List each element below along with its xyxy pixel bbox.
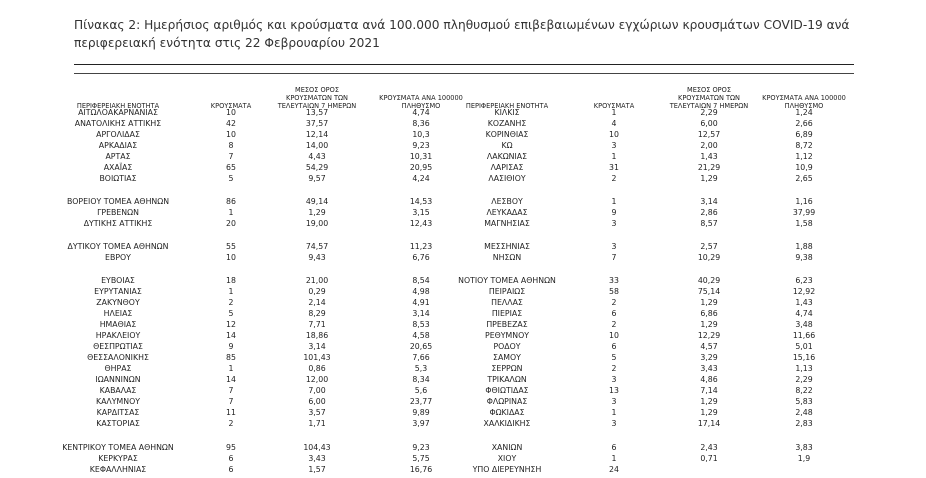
row-cases-value: 6	[611, 309, 617, 318]
row-per100k-value: 11,66	[792, 331, 816, 340]
row-cases-value: 55	[226, 242, 236, 251]
row-avg7-value: 10,29	[697, 253, 721, 262]
row-per100k-value: 10,31	[409, 152, 433, 161]
row-avg7-value: 8,29	[308, 309, 326, 318]
row-cases-value: 24	[609, 465, 619, 474]
row-region-name: ΧΑΝΙΩΝ	[491, 443, 523, 452]
row-per100k-value: 4,74	[412, 108, 430, 117]
row-region-name: ΛΑΡΙΣΑΣ	[490, 163, 524, 172]
row-per100k-value: 37,99	[792, 208, 816, 217]
row-region-name: ΝΟΤΙΟΥ ΤΟΜΕΑ ΑΘΗΝΩΝ	[458, 276, 556, 285]
row-avg7-value: 6,00	[700, 119, 718, 128]
row-avg7-value: 2,14	[308, 298, 326, 307]
row-region-name: ΚΙΛΚΙΣ	[494, 108, 520, 117]
row-per100k-value: 7,66	[412, 353, 430, 362]
row-cases-value: 6	[228, 465, 234, 474]
row-per100k-value: 1,43	[795, 298, 813, 307]
row-avg7-value: 2,57	[700, 242, 718, 251]
row-avg7-value: 2,43	[700, 443, 718, 452]
row-cases-value: 85	[226, 353, 236, 362]
row-region-name: ΜΑΓΝΗΣΙΑΣ	[484, 219, 530, 228]
row-avg7-value: 3,43	[308, 454, 326, 463]
row-region-name: ΛΕΣΒΟΥ	[491, 197, 523, 206]
row-region-name: ΗΛΕΙΑΣ	[103, 309, 133, 318]
row-cases-value: 6	[228, 454, 234, 463]
row-cases-value: 3	[611, 375, 617, 384]
row-avg7-value: 19,00	[305, 219, 329, 228]
row-region-name: ΤΡΙΚΑΛΩΝ	[487, 375, 527, 384]
row-cases-value: 10	[226, 253, 236, 262]
row-per100k-value: 11,23	[409, 242, 433, 251]
row-cases-value: 11	[226, 408, 236, 417]
row-region-name: ΗΜΑΘΙΑΣ	[99, 320, 137, 329]
row-per100k-value: 8,22	[795, 386, 813, 395]
row-region-name: ΛΕΥΚΑΔΑΣ	[486, 208, 528, 217]
row-per100k-value: 5,01	[795, 342, 813, 351]
row-cases-value: 7	[228, 397, 234, 406]
top-rule	[74, 64, 854, 65]
row-avg7-value: 1,29	[700, 320, 718, 329]
row-cases-value: 2	[611, 364, 617, 373]
row-avg7-value: 3,57	[308, 408, 326, 417]
row-avg7-value: 17,14	[697, 419, 721, 428]
row-cases-value: 8	[228, 141, 234, 150]
row-cases-value: 10	[226, 108, 236, 117]
row-region-name: ΠΕΙΡΑΙΩΣ	[488, 287, 526, 296]
row-region-name: ΚΕΝΤΡΙΚΟΥ ΤΟΜΕΑ ΑΘΗΝΩΝ	[62, 443, 174, 452]
row-region-name: ΒΟΙΩΤΙΑΣ	[99, 174, 137, 183]
row-avg7-value: 37,57	[305, 119, 329, 128]
row-cases-value: 20	[226, 219, 236, 228]
row-region-name: ΑΡΓΟΛΙΔΑΣ	[96, 130, 140, 139]
row-cases-value: 1	[611, 197, 617, 206]
header-per100k: ΚΡΟΥΣΜΑΤΑ ΑΝΑ 100000 ΠΛΗΘΥΣΜΟ	[379, 94, 463, 110]
row-avg7-value: 9,57	[308, 174, 326, 183]
row-cases-value: 3	[611, 397, 617, 406]
row-cases-value: 1	[611, 408, 617, 417]
row-region-name: ΥΠΟ ΔΙΕΡΕΥΝΗΣΗ	[472, 465, 542, 474]
row-region-name: ΑΙΤΩΛΟΑΚΑΡΝΑΝΙΑΣ	[78, 108, 158, 117]
row-cases-value: 33	[609, 276, 619, 285]
row-cases-value: 18	[226, 276, 236, 285]
row-avg7-value: 12,00	[305, 375, 329, 384]
row-per100k-value: 3,83	[795, 443, 813, 452]
row-per100k-value: 12,43	[409, 219, 433, 228]
row-avg7-value: 1,71	[308, 419, 326, 428]
row-cases-value: 42	[226, 119, 236, 128]
row-region-name: ΣΑΜΟΥ	[493, 353, 521, 362]
row-region-name: ΚΕΦΑΛΛΗΝΙΑΣ	[89, 465, 147, 474]
row-cases-value: 2	[611, 174, 617, 183]
row-cases-value: 10	[226, 130, 236, 139]
row-region-name: ΗΡΑΚΛΕΙΟΥ	[95, 331, 141, 340]
row-avg7-value: 104,43	[303, 443, 331, 452]
row-per100k-value: 2,83	[795, 419, 813, 428]
row-avg7-value: 7,14	[700, 386, 718, 395]
row-cases-value: 9	[228, 342, 234, 351]
row-region-name: ΕΥΡΥΤΑΝΙΑΣ	[94, 287, 142, 296]
row-region-name: ΡΕΘΥΜΝΟΥ	[485, 331, 529, 340]
row-cases-value: 5	[228, 174, 234, 183]
row-avg7-value: 2,00	[700, 141, 718, 150]
row-per100k-value: 10,3	[412, 130, 430, 139]
row-per100k-value: 2,48	[795, 408, 813, 417]
row-cases-value: 9	[611, 208, 617, 217]
row-avg7-value: 1,29	[700, 298, 718, 307]
row-per100k-value: 1,24	[795, 108, 813, 117]
row-per100k-value: 2,29	[795, 375, 813, 384]
row-region-name: ΝΗΣΩΝ	[492, 253, 522, 262]
row-cases-value: 7	[611, 253, 617, 262]
row-cases-value: 2	[611, 298, 617, 307]
row-avg7-value: 21,29	[697, 163, 721, 172]
row-region-name: ΧΑΛΚΙΔΙΚΗΣ	[483, 419, 531, 428]
row-per100k-value: 1,16	[795, 197, 813, 206]
row-avg7-value: 1,29	[700, 174, 718, 183]
row-avg7-value: 18,86	[305, 331, 329, 340]
row-region-name: ΣΕΡΡΩΝ	[491, 364, 523, 373]
row-per100k-value: 8,34	[412, 375, 430, 384]
row-region-name: ΚΑΡΔΙΤΣΑΣ	[96, 408, 140, 417]
row-avg7-value: 14,00	[305, 141, 329, 150]
row-cases-value: 6	[611, 342, 617, 351]
row-per100k-value: 4,58	[412, 331, 430, 340]
row-cases-value: 10	[609, 331, 619, 340]
row-avg7-value: 3,29	[700, 353, 718, 362]
row-cases-value: 2	[228, 419, 234, 428]
row-region-name: ΖΑΚΥΝΘΟΥ	[96, 298, 140, 307]
row-avg7-value: 7,00	[308, 386, 326, 395]
row-cases-value: 2	[611, 320, 617, 329]
row-cases-value: 7	[228, 386, 234, 395]
row-region-name: ΚΟΖΑΝΗΣ	[487, 119, 527, 128]
row-region-name: ΒΟΡΕΙΟΥ ΤΟΜΕΑ ΑΘΗΝΩΝ	[66, 197, 170, 206]
row-avg7-value: 6,86	[700, 309, 718, 318]
row-avg7-value: 0,29	[308, 287, 326, 296]
row-avg7-value: 101,43	[303, 353, 331, 362]
row-per100k-value: 16,76	[409, 465, 433, 474]
row-cases-value: 1	[611, 108, 617, 117]
row-per100k-value: 3,48	[795, 320, 813, 329]
header-cases: ΚΡΟΥΣΜΑΤΑ	[593, 102, 635, 110]
row-per100k-value: 12,92	[792, 287, 816, 296]
row-region-name: ΔΥΤΙΚΟΥ ΤΟΜΕΑ ΑΘΗΝΩΝ	[67, 242, 169, 251]
row-cases-value: 6	[611, 443, 617, 452]
row-cases-value: 1	[611, 454, 617, 463]
row-cases-value: 95	[226, 443, 236, 452]
row-avg7-value: 0,71	[700, 454, 718, 463]
row-per100k-value: 15,16	[792, 353, 816, 362]
row-region-name: ΑΡΚΑΔΙΑΣ	[98, 141, 138, 150]
row-cases-value: 7	[228, 152, 234, 161]
row-region-name: ΠΕΛΛΑΣ	[491, 298, 523, 307]
row-cases-value: 3	[611, 242, 617, 251]
row-per100k-value: 23,77	[409, 397, 433, 406]
header-cases: ΚΡΟΥΣΜΑΤΑ	[210, 102, 252, 110]
row-cases-value: 1	[611, 152, 617, 161]
row-avg7-value: 2,29	[700, 108, 718, 117]
row-avg7-value: 1,43	[700, 152, 718, 161]
row-cases-value: 13	[609, 386, 619, 395]
row-region-name: ΔΥΤΙΚΗΣ ΑΤΤΙΚΗΣ	[83, 219, 153, 228]
row-avg7-value: 4,57	[700, 342, 718, 351]
row-avg7-value: 1,57	[308, 465, 326, 474]
row-avg7-value: 3,14	[700, 197, 718, 206]
row-region-name: ΚΑΣΤΟΡΙΑΣ	[96, 419, 140, 428]
row-avg7-value: 13,57	[305, 108, 329, 117]
row-avg7-value: 2,86	[700, 208, 718, 217]
row-region-name: ΦΛΩΡΙΝΑΣ	[486, 397, 528, 406]
row-per100k-value: 1,58	[795, 219, 813, 228]
row-per100k-value: 6,23	[795, 276, 813, 285]
row-cases-value: 2	[228, 298, 234, 307]
header-region: ΠΕΡΙΦΕΡΕΙΑΚΗ ΕΝΟΤΗΤΑ	[76, 102, 160, 110]
row-region-name: ΚΩ	[501, 141, 513, 150]
header-avg7: ΜΕΣΟΣ ΟΡΟΣ ΚΡΟΥΣΜΑΤΩΝ ΤΩΝ ΤΕΛΕΥΤΑΙΩΝ 7 ΗΜΕΡΩΝ	[669, 86, 749, 110]
row-avg7-value: 4,86	[700, 375, 718, 384]
row-cases-value: 58	[609, 287, 619, 296]
row-region-name: ΓΡΕΒΕΝΩΝ	[97, 208, 139, 217]
row-avg7-value: 3,43	[700, 364, 718, 373]
row-per100k-value: 9,38	[795, 253, 813, 262]
row-region-name: ΛΑΣΙΘΙΟΥ	[488, 174, 526, 183]
row-avg7-value: 4,43	[308, 152, 326, 161]
row-per100k-value: 8,72	[795, 141, 813, 150]
row-cases-value: 14	[226, 331, 236, 340]
row-per100k-value: 5,75	[412, 454, 430, 463]
row-region-name: ΑΝΑΤΟΛΙΚΗΣ ΑΤΤΙΚΗΣ	[74, 119, 162, 128]
header-region: ΠΕΡΙΦΕΡΕΙΑΚΗ ΕΝΟΤΗΤΑ	[465, 102, 549, 110]
row-avg7-value: 1,29	[700, 397, 718, 406]
row-per100k-value: 9,89	[412, 408, 430, 417]
row-avg7-value: 8,57	[700, 219, 718, 228]
row-per100k-value: 5,6	[414, 386, 428, 395]
row-region-name: ΠΙΕΡΙΑΣ	[491, 309, 523, 318]
row-avg7-value: 40,29	[697, 276, 721, 285]
row-per100k-value: 4,91	[412, 298, 430, 307]
row-avg7-value: 6,00	[308, 397, 326, 406]
row-avg7-value: 9,43	[308, 253, 326, 262]
row-region-name: ΘΕΣΠΡΩΤΙΑΣ	[93, 342, 143, 351]
row-region-name: ΛΑΚΩΝΙΑΣ	[486, 152, 528, 161]
row-avg7-value: 1,29	[308, 208, 326, 217]
row-region-name: ΙΩΑΝΝΙΝΩΝ	[95, 375, 141, 384]
row-avg7-value: 1,29	[700, 408, 718, 417]
row-cases-value: 86	[226, 197, 236, 206]
row-cases-value: 1	[228, 287, 234, 296]
row-cases-value: 1	[228, 364, 234, 373]
row-avg7-value: 54,29	[305, 163, 329, 172]
row-per100k-value: 3,97	[412, 419, 430, 428]
row-cases-value: 10	[609, 130, 619, 139]
row-cases-value: 3	[611, 219, 617, 228]
row-region-name: ΘΕΣΣΑΛΟΝΙΚΗΣ	[87, 353, 149, 362]
row-per100k-value: 9,23	[412, 141, 430, 150]
row-region-name: ΕΒΡΟΥ	[105, 253, 131, 262]
row-cases-value: 5	[228, 309, 234, 318]
row-per100k-value: 1,88	[795, 242, 813, 251]
row-per100k-value: 3,14	[412, 309, 430, 318]
row-avg7-value: 12,29	[697, 331, 721, 340]
row-region-name: ΚΑΒΑΛΑΣ	[99, 386, 137, 395]
row-per100k-value: 4,98	[412, 287, 430, 296]
row-per100k-value: 20,95	[409, 163, 433, 172]
row-cases-value: 12	[226, 320, 236, 329]
header-rule	[74, 73, 854, 74]
row-per100k-value: 20,65	[409, 342, 433, 351]
row-avg7-value: 7,71	[308, 320, 326, 329]
row-per100k-value: 5,3	[414, 364, 428, 373]
row-cases-value: 31	[609, 163, 619, 172]
row-region-name: ΦΩΚΙΔΑΣ	[489, 408, 525, 417]
row-avg7-value: 74,57	[305, 242, 329, 251]
row-cases-value: 5	[611, 353, 617, 362]
header-avg7: ΜΕΣΟΣ ΟΡΟΣ ΚΡΟΥΣΜΑΤΩΝ ΤΩΝ ΤΕΛΕΥΤΑΙΩΝ 7 ΗΜΕΡΩΝ	[277, 86, 357, 110]
row-per100k-value: 10,9	[795, 163, 813, 172]
row-cases-value: 1	[228, 208, 234, 217]
row-region-name: ΚΟΡΙΝΘΙΑΣ	[485, 130, 529, 139]
row-region-name: ΑΡΤΑΣ	[105, 152, 131, 161]
row-per100k-value: 4,24	[412, 174, 430, 183]
row-avg7-value: 3,14	[308, 342, 326, 351]
row-avg7-value: 75,14	[697, 287, 721, 296]
row-per100k-value: 3,15	[412, 208, 430, 217]
row-per100k-value: 2,65	[795, 174, 813, 183]
row-region-name: ΘΗΡΑΣ	[104, 364, 132, 373]
row-per100k-value: 6,76	[412, 253, 430, 262]
row-cases-value: 4	[611, 119, 617, 128]
row-region-name: ΚΕΡΚΥΡΑΣ	[98, 454, 138, 463]
row-per100k-value: 8,53	[412, 320, 430, 329]
row-region-name: ΕΥΒΟΙΑΣ	[101, 276, 135, 285]
row-avg7-value: 0,86	[308, 364, 326, 373]
row-cases-value: 14	[226, 375, 236, 384]
row-avg7-value: 49,14	[305, 197, 329, 206]
table-caption: Πίνακας 2: Ημερήσιος αριθμός και κρούσματα ανά 100.000 πληθυσμού επιβεβαιωμένων εγχώριων κρουσμάτων COVID-19 ανά περιφερειακή ενότητα στις 22 Φεβρουαρίου 2021	[74, 18, 850, 50]
row-per100k-value: 14,53	[409, 197, 433, 206]
row-per100k-value: 8,36	[412, 119, 430, 128]
row-region-name: ΦΘΙΩΤΙΔΑΣ	[485, 386, 529, 395]
row-cases-value: 3	[611, 141, 617, 150]
row-region-name: ΑΧΑΪΑΣ	[103, 163, 133, 172]
row-per100k-value: 1,12	[795, 152, 813, 161]
row-per100k-value: 9,23	[412, 443, 430, 452]
row-region-name: ΜΕΣΣΗΝΙΑΣ	[484, 242, 530, 251]
row-avg7-value: 12,14	[305, 130, 329, 139]
row-region-name: ΧΙΟΥ	[497, 454, 517, 463]
row-avg7-value: 12,57	[697, 130, 721, 139]
row-per100k-value: 8,54	[412, 276, 430, 285]
row-per100k-value: 2,66	[795, 119, 813, 128]
row-cases-value: 3	[611, 419, 617, 428]
row-region-name: ΚΑΛΥΜΝΟΥ	[95, 397, 140, 406]
row-per100k-value: 1,9	[797, 454, 811, 463]
row-per100k-value: 4,74	[795, 309, 813, 318]
row-per100k-value: 5,83	[795, 397, 813, 406]
row-region-name: ΡΟΔΟΥ	[493, 342, 521, 351]
row-avg7-value: 21,00	[305, 276, 329, 285]
row-cases-value: 65	[226, 163, 236, 172]
header-per100k: ΚΡΟΥΣΜΑΤΑ ΑΝΑ 100000 ΠΛΗΘΥΣΜΟ	[762, 94, 846, 110]
row-per100k-value: 1,13	[795, 364, 813, 373]
row-region-name: ΠΡΕΒΕΖΑΣ	[486, 320, 528, 329]
row-per100k-value: 6,89	[795, 130, 813, 139]
